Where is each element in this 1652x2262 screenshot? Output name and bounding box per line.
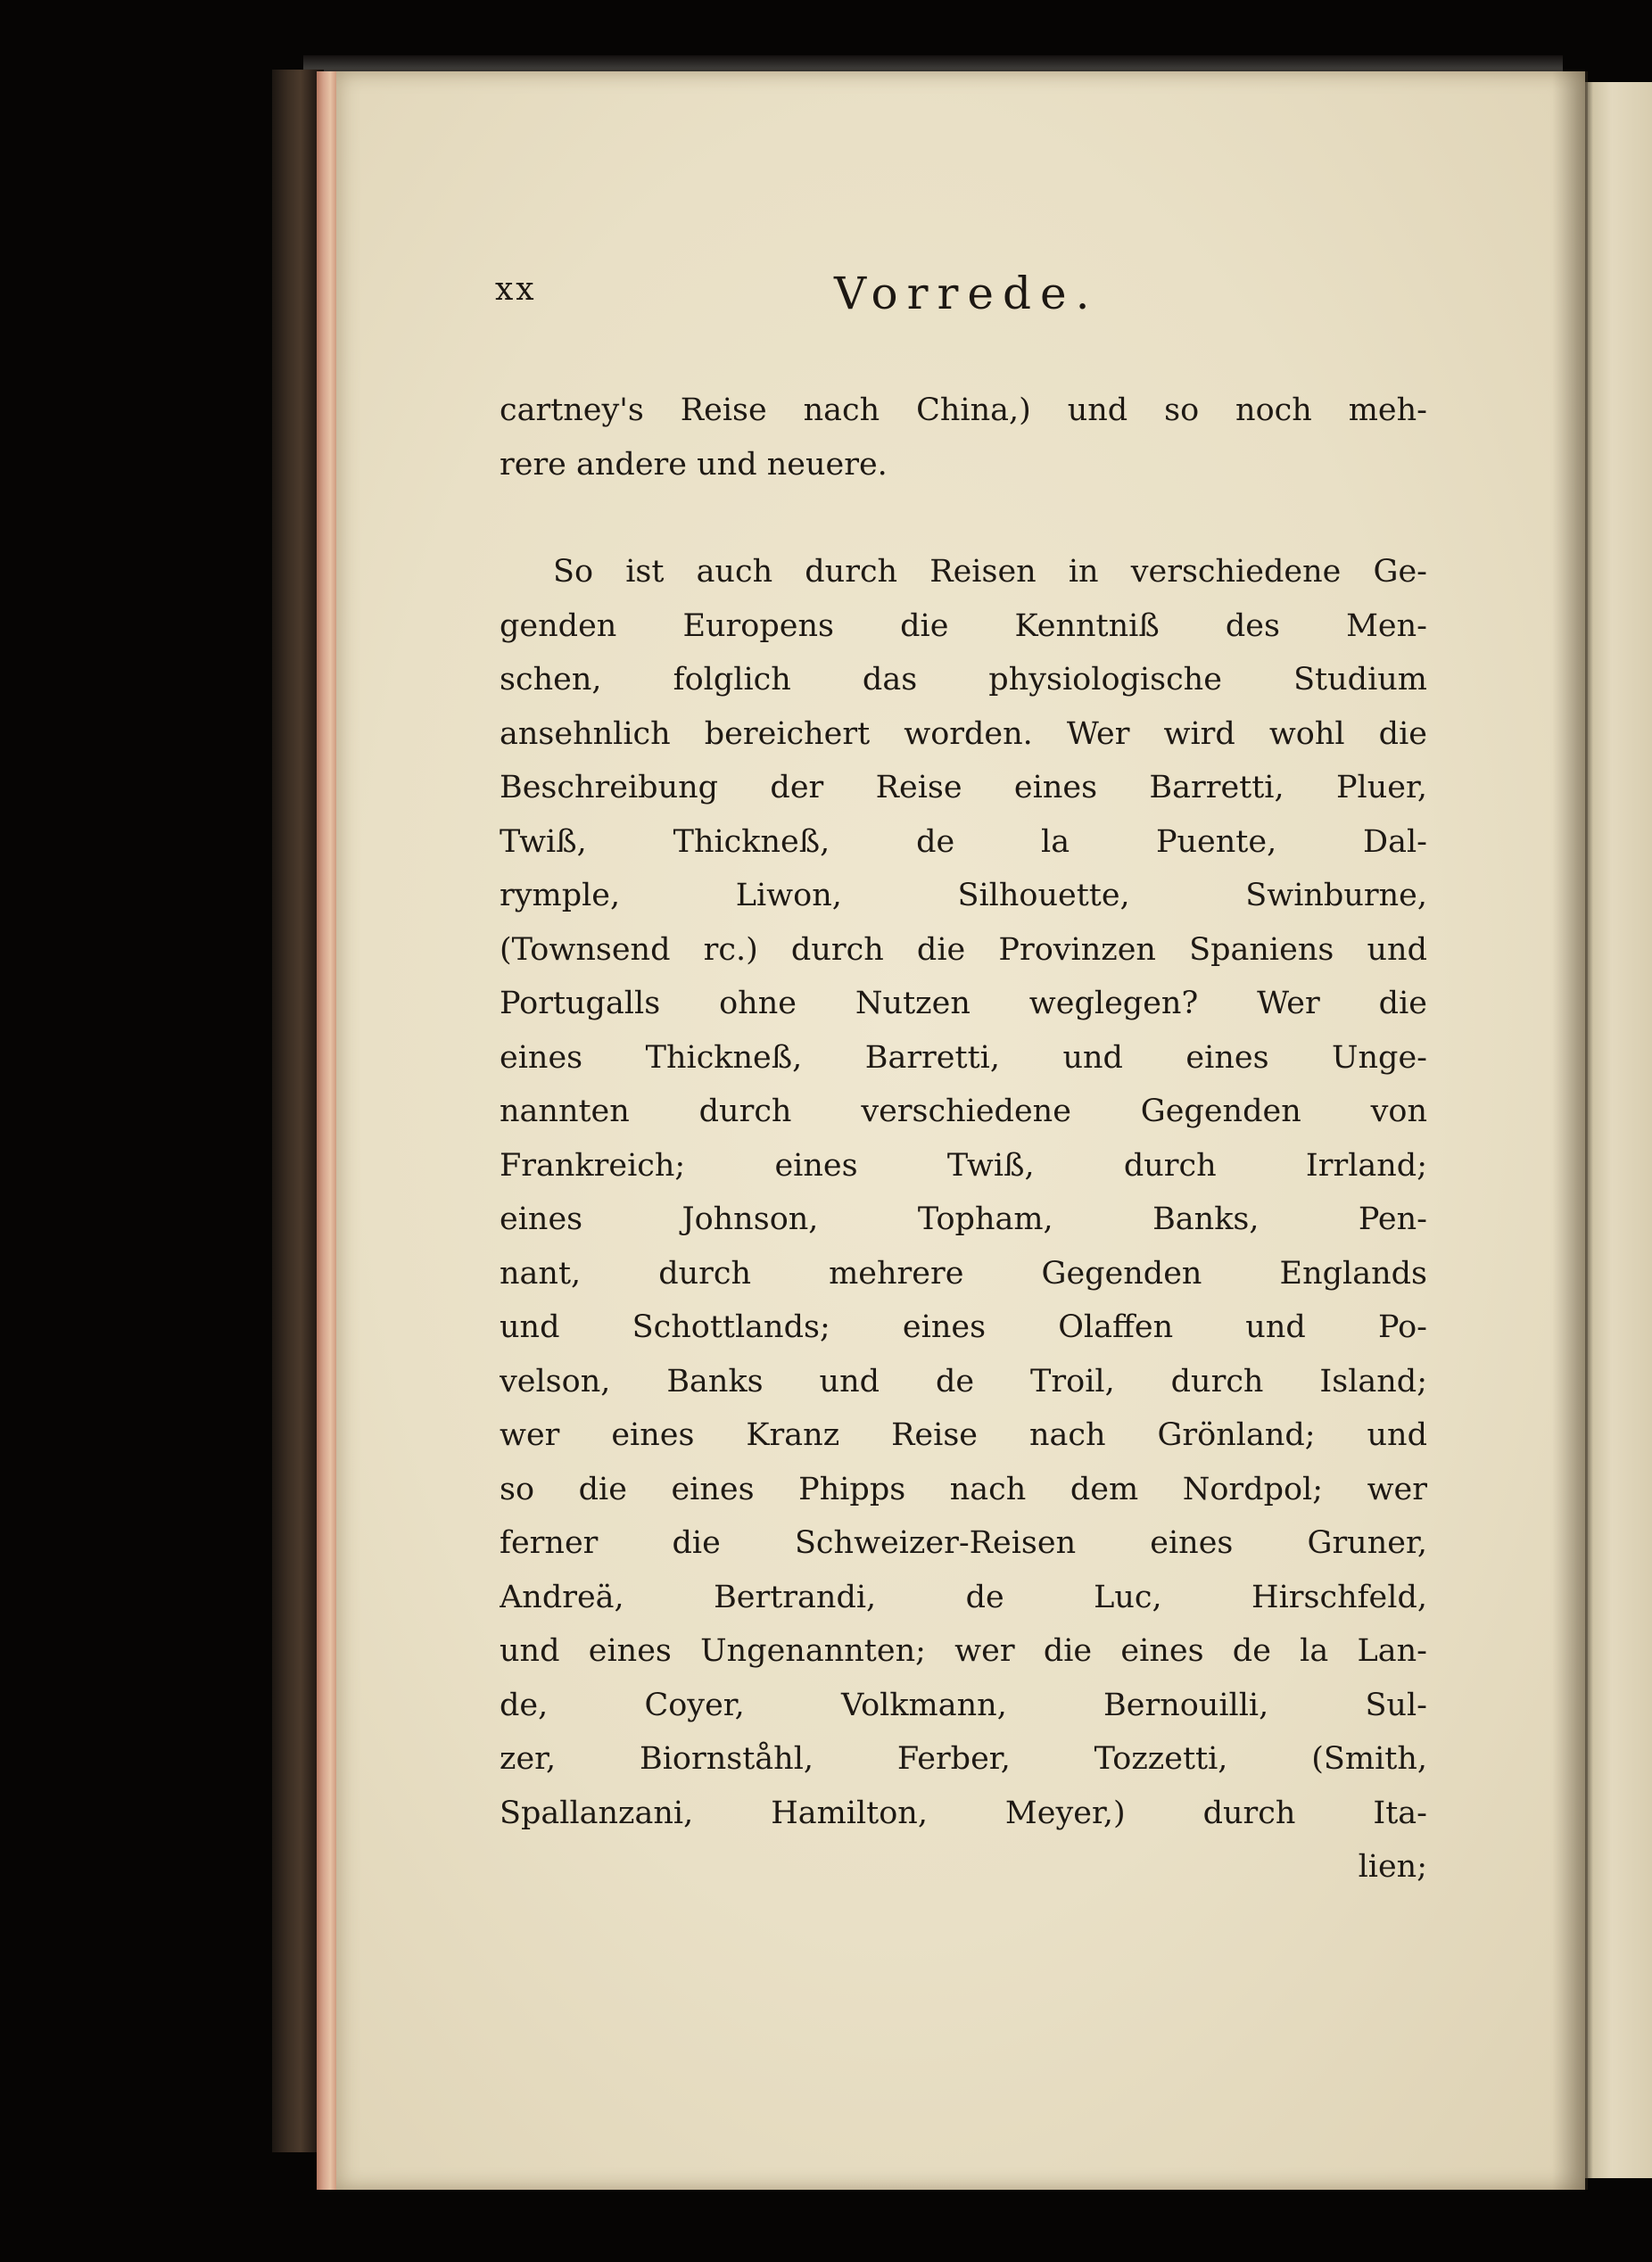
- text-line: nannten durch verschiedene Gegenden von: [500, 1094, 1427, 1129]
- text-line: Twiß, Thickneß, de la Puente, Dal-: [500, 823, 1427, 860]
- gutter-shadow: [1552, 71, 1588, 2190]
- text-line: rymple, Liwon, Silhouette, Swinburne,: [500, 878, 1427, 913]
- text-line: ansehnlich bereichert worden. Wer wird wohl die: [500, 715, 1427, 752]
- text-line: eines Johnson, Topham, Banks, Pen-: [500, 1201, 1427, 1237]
- text-line: ferner die Schweizer-Reisen eines Gruner,: [500, 1525, 1427, 1561]
- text-line: nant, durch mehrere Gegenden Englands: [500, 1255, 1427, 1292]
- text-line: Andreä, Bertrandi, de Luc, Hirschfeld,: [500, 1579, 1427, 1615]
- text-line: schen, folglich das physiologische Studium: [500, 662, 1427, 698]
- body-text: [500, 384, 1427, 1895]
- text-line: de, Coyer, Volkmann, Bernouilli, Sul-: [500, 1687, 1427, 1723]
- text-line: genden Europens die Kenntniß des Men-: [500, 607, 1427, 644]
- text-line: Frankreich; eines Twiß, durch Irrland;: [500, 1147, 1427, 1184]
- running-head: Vorrede.: [834, 268, 1099, 319]
- paragraph: [500, 384, 1427, 491]
- page-header: [495, 268, 1432, 321]
- adjacent-page-edge: [1585, 82, 1652, 2178]
- text-line: so die eines Phipps nach dem Nordpol; wer: [500, 1471, 1427, 1507]
- text-line: (Townsend rc.) durch die Provinzen Spaniens und: [500, 931, 1427, 968]
- text-line: zer, Biornståhl, Ferber, Tozzetti, (Smith,: [500, 1741, 1427, 1777]
- paragraph-gap: [500, 491, 1427, 545]
- text-line: Spallanzani, Hamilton, Meyer,) durch Ita-: [500, 1795, 1427, 1831]
- text-line: So ist auch durch Reisen in verschiedene Ge-: [553, 554, 1427, 590]
- page-edge-stack: [317, 71, 336, 2190]
- paragraph: [500, 545, 1427, 1840]
- catchword: lien;: [1358, 1849, 1427, 1885]
- text-line: velson, Banks und de Troil, durch Island;: [500, 1363, 1427, 1399]
- text-line: Portugalls ohne Nutzen weglegen? Wer die: [500, 986, 1427, 1021]
- text-line: und eines Ungenannten; wer die eines de la Lan-: [500, 1633, 1427, 1669]
- text-line: cartney's Reise nach China,) und so noch meh-: [500, 392, 1427, 428]
- text-line: Beschreibung der Reise eines Barretti, Pluer,: [500, 770, 1427, 805]
- page-number: xx: [495, 271, 537, 308]
- text-line: rere andere und neuere.: [500, 446, 888, 483]
- text-line: wer eines Kranz Reise nach Grönland; und: [500, 1417, 1427, 1453]
- text-line: und Schottlands; eines Olaffen und Po-: [500, 1309, 1427, 1345]
- text-line: eines Thickneß, Barretti, und eines Unge-: [500, 1039, 1427, 1076]
